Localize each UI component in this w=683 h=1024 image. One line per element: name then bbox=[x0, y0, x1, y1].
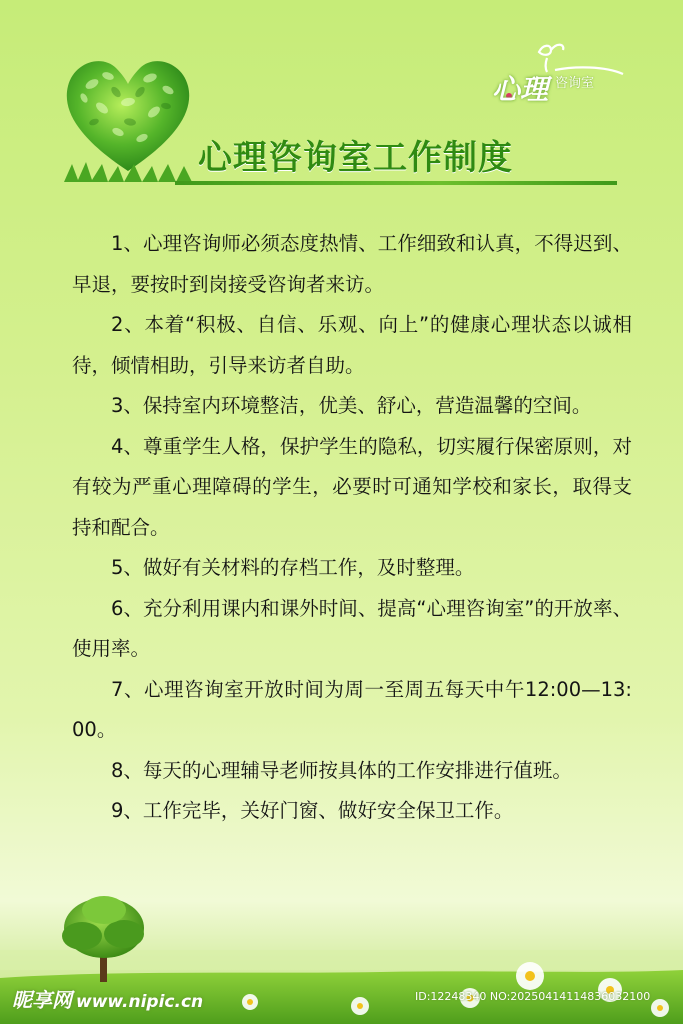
watermark-site: 昵享网 bbox=[12, 988, 72, 1012]
watermark-url: www.nipic.cn bbox=[76, 992, 204, 1012]
rule-item-4: 4、尊重学生人格，保护学生的隐私，切实履行保密原则，对有较为严重心理障碍的学生，必要时可通知学校和家长，取得支持和配合。 bbox=[72, 434, 632, 539]
rule-item-9: 9、工作完毕，关好门窗、做好安全保卫工作。 bbox=[111, 799, 514, 822]
page-title: 心理咨询室工作制度 bbox=[198, 138, 513, 178]
leaf-heart-icon bbox=[58, 46, 198, 186]
rule-item-6: 6、充分利用课内和课外时间、提高“心理咨询室”的开放率、使用率。 bbox=[72, 596, 632, 660]
brand-sub: 咨询室 bbox=[555, 76, 595, 91]
rule-item-7: 7、心理咨询室开放时间为周一至周五每天中午12:00—13: 00。 bbox=[72, 677, 632, 741]
rule-item-1: 1、心理咨询师必须态度热情、工作细致和认真，不得迟到、早退，要按时到岗接受咨询者来访。 bbox=[72, 232, 632, 296]
rule-item-8: 8、每天的心理辅导老师按具体的工作安排进行值班。 bbox=[111, 758, 572, 782]
rule-item-3: 3、保持室内环境整洁，优美、舒心，营造温馨的空间。 bbox=[111, 394, 592, 417]
title-underline bbox=[175, 181, 617, 185]
watermark bbox=[12, 984, 203, 1013]
brand-mark: 心理 bbox=[492, 73, 549, 106]
rule-item-5: 5、做好有关材料的存档工作，及时整理。 bbox=[111, 556, 475, 579]
rules-list bbox=[72, 224, 632, 832]
watermark-id: ID:12248340 NO:20250414114836032100 bbox=[415, 990, 651, 1003]
rule-item-2: 2、本着“积极、自信、乐观、向上”的健康心理状态以诚相待，倾情相助，引导来访者自助。 bbox=[72, 313, 632, 377]
